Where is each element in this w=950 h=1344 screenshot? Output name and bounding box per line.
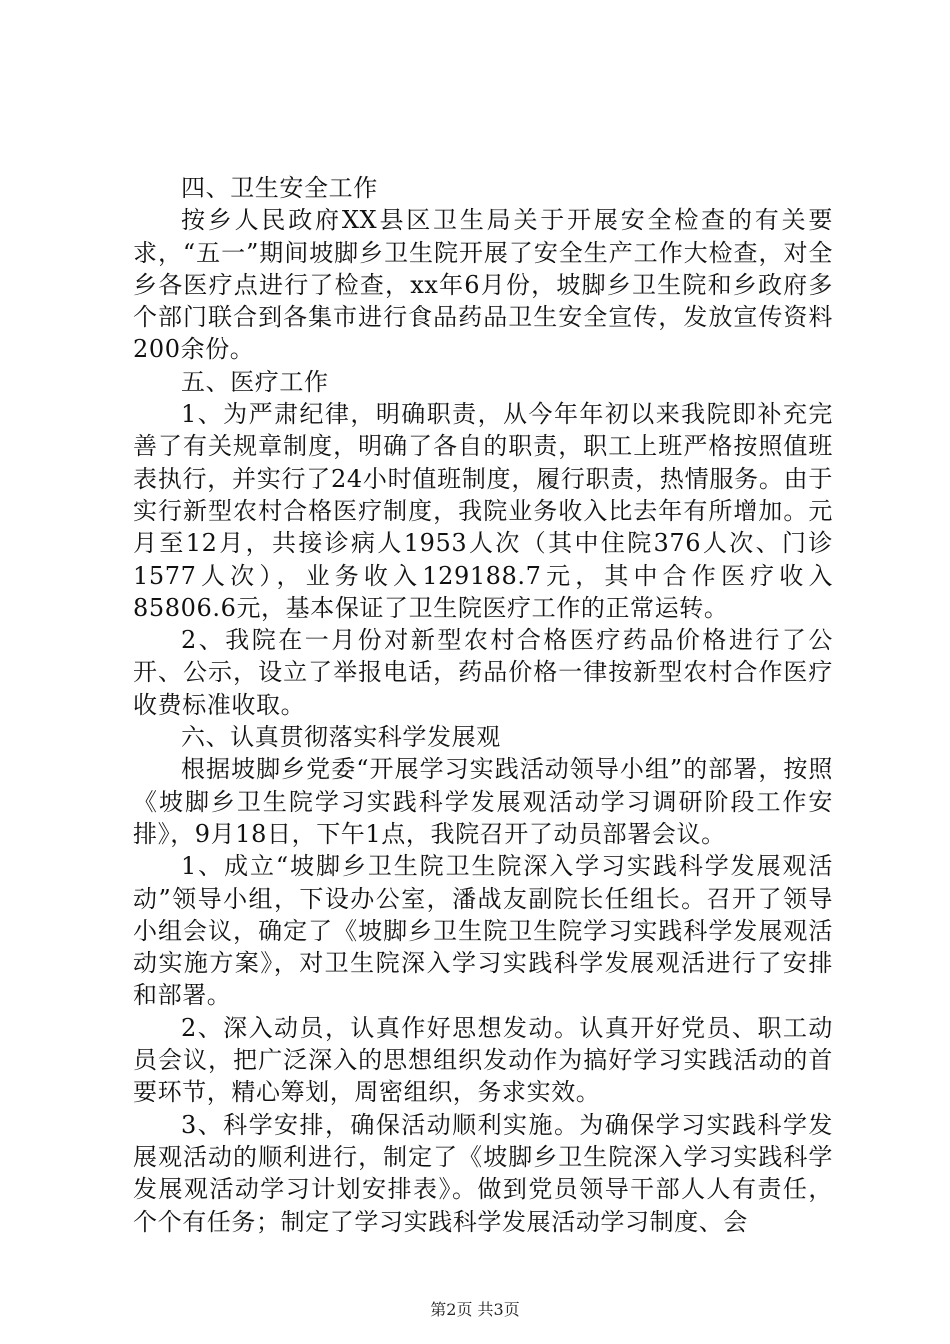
paragraph-leading-group: 1、成立“坡脚乡卫生院卫生院深入学习实践科学发展观活动”领导小组，下设办公室，潘战友副院长任组长。召开了领导小组会议，确定了《坡脚乡卫生院卫生院学习实践科学发展观活动实施方案》，对卫生院深入学习实践科学发展观活进行了安排和部署。: [133, 852, 833, 1010]
paragraph-thought-mobilization: 2、深入动员，认真作好思想发动。认真开好党员、职工动员会议，把广泛深入的思想组织发动作为搞好学习实践活动的首要环节，精心筹划，周密组织，务求实效。: [133, 1013, 833, 1107]
section-heading-scientific-development: 六、认真贯彻落实科学发展观: [181, 723, 501, 752]
document-body: [133, 172, 833, 1238]
paragraph-scientific-arrangement: 3、科学安排，确保活动顺利实施。为确保学习实践科学发展观活动的顺利进行，制定了《坡脚乡卫生院深入学习实践科学发展观活动学习计划安排表》。做到党员领导干部人人有责任，个个有任务；制定了学习实践科学发展活动学习制度、会: [133, 1110, 833, 1236]
paragraph-drug-prices: 2、我院在一月份对新型农村合格医疗药品价格进行了公开、公示，设立了举报电话，药品价格一律按新型农村合作医疗收费标准收取。: [133, 626, 833, 719]
paragraph-medical-discipline: 1、为严肃纪律，明确职责，从今年年初以来我院即补充完善了有关规章制度，明确了各自的职责，职工上班严格按照值班表执行，并实行了24小时值班制度，履行职责，热情服务。由于实行新型农村合格医疗制度，我院业务收入比去年有所增加。元月至12月，共接诊病人1953人次（其中住院376人次、门诊1577人次），业务收入129188.7元，其中合作医疗收入85806.6元，基本保证了卫生院医疗工作的正常运转。: [133, 400, 833, 622]
page-number-footer: 第2页 共3页: [430, 1300, 520, 1319]
section-heading-sanitation-safety: 四、卫生安全工作: [181, 174, 378, 202]
paragraph-mobilization-meeting: 根据坡脚乡党委“开展学习实践活动领导小组”的部署，按照《坡脚乡卫生院学习实践科学发展观活动学习调研阶段工作安排》，9月18日，下午1点，我院召开了动员部署会议。: [133, 755, 833, 848]
paragraph-safety-inspection: 按乡人民政府XX县区卫生局关于开展安全检查的有关要求，“五一”期间坡脚乡卫生院开展了安全生产工作大检查，对全乡各医疗点进行了检查，xx年6月份，坡脚乡卫生院和乡政府多个部门联合到各集市进行食品药品卫生安全宣传，发放宣传资料200余份。: [133, 206, 833, 364]
section-heading-medical-work: 五、医疗工作: [181, 367, 329, 396]
